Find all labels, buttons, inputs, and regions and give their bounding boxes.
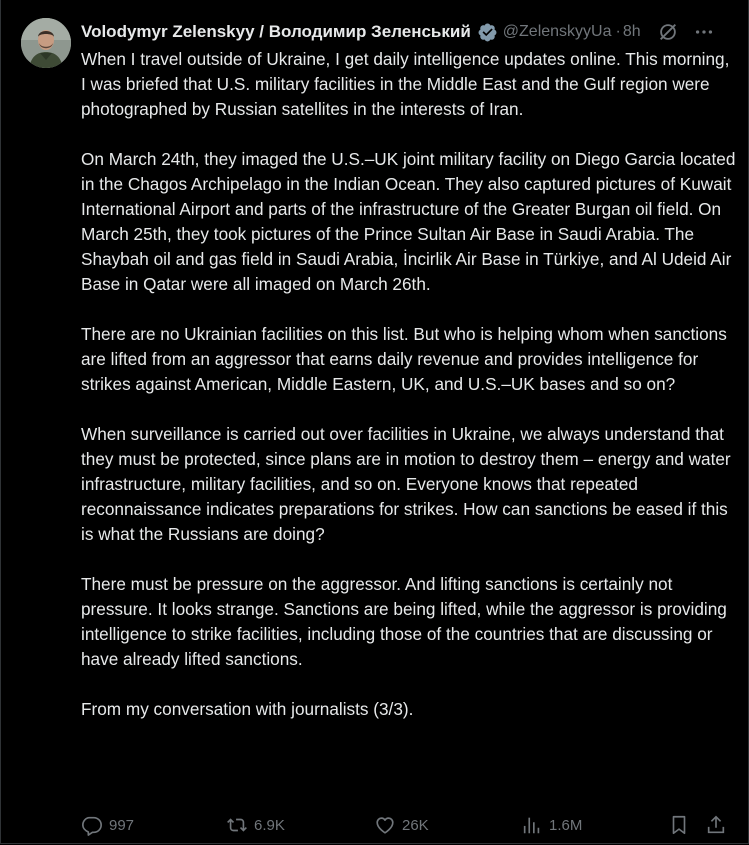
like-button[interactable] [374, 812, 429, 838]
post-paragraph: When I travel outside of Ukraine, I get daily intelligence updates online. This morning, I was briefed that U.S. military facilities in the Middle East and the Gulf region were photographed by Russian satellites in the interests of Iran. [81, 49, 730, 119]
heart-icon [374, 814, 396, 836]
post-timestamp[interactable]: 8h [622, 23, 641, 40]
reply-button[interactable] [81, 812, 134, 838]
views-icon [521, 814, 543, 836]
post-paragraph: There must be pressure on the aggressor. And lifting sanctions is certainly not pressure. It looks strange. Sanctions are being lifted, while the aggressor is providing intelligence to strike facilities, including those of the countries that are discussing or have already lifted sanctions. [81, 574, 727, 669]
author-handle[interactable]: @ZelenskyyUa [502, 23, 612, 40]
more-icon[interactable] [693, 21, 715, 43]
author-name[interactable]: Volodymyr Zelenskyy / Володимир Зеленський [81, 22, 471, 41]
like-count: 26K [402, 816, 429, 834]
post-header [81, 20, 738, 44]
share-icon [705, 814, 727, 836]
avatar[interactable] [21, 18, 71, 68]
post-paragraph: On March 24th, they imaged the U.S.–UK joint military facility on Diego Garcia located in the Chagos Archipelago in the Indian Ocean. They also captured pictures of Kuwait International Airport and parts of the infrastructure of the Greater Burgan oil field. On March 25th, they took pictures of the Prince Sultan Air Base in Saudi Arabia. The Shaybah oil and gas field in Saudi Arabia, İncirlik Air Base in Türkiye, and Al Udeid Air Base in Qatar were all imaged on March 26th. [81, 149, 736, 294]
post-paragraph: There are no Ukrainian facilities on this list. But who is helping whom when sanctions are lifted from an aggressor that earns daily revenue and provides intelligence for strikes against American, Middle Eastern, UK, and U.S.–UK bases and so on? [81, 324, 727, 394]
repost-icon [226, 814, 248, 836]
post-paragraph: From my conversation with journalists (3/3). [81, 699, 414, 719]
repost-button[interactable] [226, 812, 285, 838]
separator-dot: · [615, 23, 621, 40]
share-button[interactable] [705, 812, 727, 838]
avatar-image [21, 18, 71, 68]
post-text [81, 47, 736, 722]
reply-icon [81, 814, 103, 836]
bookmark-button[interactable] [668, 812, 690, 838]
post-paragraph: When surveillance is carried out over facilities in Ukraine, we always understand that they must be protected, since plans are in motion to destroy them – energy and water infrastructure, military facilities, and so on. Everyone knows that repeated reconnaissance indicates preparations for strikes. How can sanctions be eased if this is what the Russians are doing? [81, 424, 731, 544]
bookmark-icon [668, 814, 690, 836]
reply-count: 997 [109, 816, 135, 834]
repost-count: 6.9K [254, 816, 285, 834]
grok-icon[interactable] [657, 21, 679, 43]
verified-badge-icon [477, 22, 498, 43]
views-count: 1.6M [549, 816, 583, 834]
action-bar [81, 812, 731, 838]
views-button[interactable] [521, 812, 582, 838]
